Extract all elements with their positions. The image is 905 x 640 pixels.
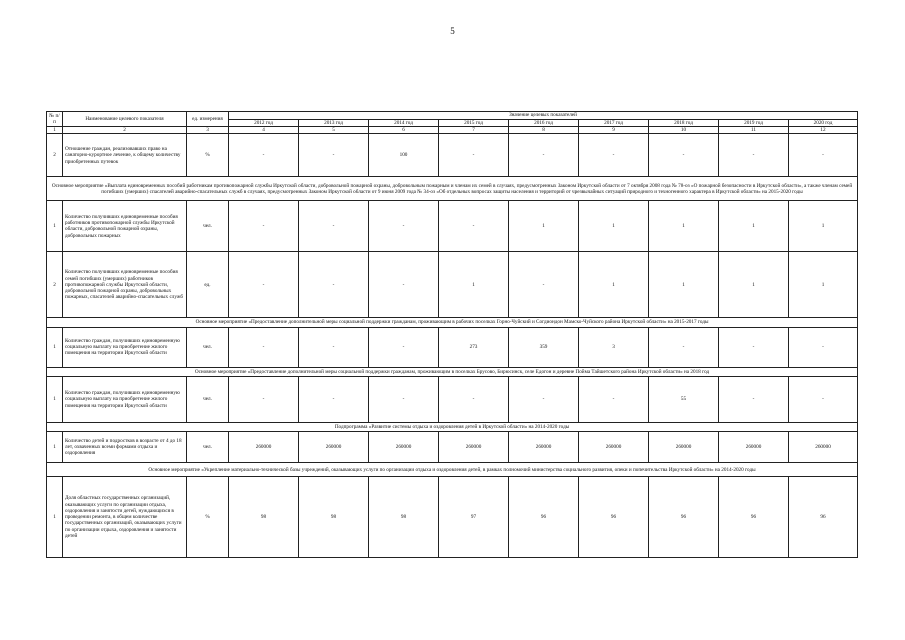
table-row [47,252,858,318]
indicator-value: 98 [369,477,439,558]
indicator-value: - [229,134,299,177]
indicator-value: - [719,376,789,422]
indicator-value: 100 [369,134,439,177]
column-index: 9 [579,127,649,134]
header-group-title: Значение целевых показателей [229,112,858,120]
section-row [47,318,858,327]
indicator-value: - [229,376,299,422]
indicator-value: - [509,376,579,422]
column-index: 12 [789,127,858,134]
indicator-value: 359 [509,327,579,367]
header-year: 2015 год [439,120,509,127]
indicators-body [47,112,858,558]
indicator-value: - [299,201,369,252]
indicator-value: - [649,134,719,177]
indicator-value: - [369,327,439,367]
column-index: 2 [63,127,187,134]
indicator-value: 260000 [509,432,579,463]
indicator-value: 260000 [229,432,299,463]
row-number: 1 [47,376,63,422]
indicator-value: - [509,252,579,318]
column-index: 5 [299,127,369,134]
header-year: 2016 год [509,120,579,127]
section-row [47,177,858,201]
section-title: Основное мероприятие «Выплата единовременных пособий работникам противопожарной службы Иркутской области, добровольной пожарной охраны, добровольным пожарным и членам их семей в случаях, предусмотренных Законом Иркутской области от 7 октября 2008 года № 78-оз «О пожарной безопасности в Иркутской области», а также членам семей погибших (умерших) спасателей аварийно-спасательных служб в случаях, предусмотренных Законом Иркутской области от 9 июня 2009 года № 34-оз «Об отдельных вопросах защиты населения и территорий от чрезвычайных ситуаций природного и техногенного характера в Иркутской области» на 2015-2020 годы [47,177,858,201]
header-unit: ед. измерения [187,112,229,127]
unit-of-measure: % [187,477,229,558]
indicator-value: 1 [789,201,858,252]
indicator-value: 1 [509,201,579,252]
indicator-value: 98 [229,477,299,558]
indicator-value: 1 [789,252,858,318]
indicator-value: - [719,327,789,367]
header-year: 2019 год [719,120,789,127]
header-name: Наименование целевого показателя [63,112,187,127]
indicator-value: - [439,376,509,422]
indicator-value: - [299,134,369,177]
indicator-value: - [509,134,579,177]
section-title: Основное мероприятие «Укрепление материально-технической базы учреждений, оказывающих услуги по организации отдыха и оздоровления детей, в рамках полномочий министерства социального развития, опеки и попечительства Иркутской области» на 2014-2020 годы [47,463,858,477]
header-year: 2012 год [229,120,299,127]
indicator-value: - [649,327,719,367]
column-index: 11 [719,127,789,134]
unit-of-measure: чел. [187,201,229,252]
header-year: 2017 год [579,120,649,127]
indicator-value: 96 [649,477,719,558]
indicator-value: 1 [439,252,509,318]
indicator-name: Доля областных государственных организаций, оказывающих услуги по организации отдыха, оздоровления и занятости детей, нуждающихся в проведении ремонта, в общем количестве государственных организаций, оказывающих услуги по организации отдыха, оздоровления и занятости детей [63,477,187,558]
indicator-value: 96 [789,477,858,558]
indicator-value: 273 [439,327,509,367]
indicator-value: 1 [719,252,789,318]
indicator-value: - [229,327,299,367]
indicator-value: 260000 [719,432,789,463]
indicator-value: - [299,376,369,422]
indicator-value: - [369,201,439,252]
row-number: 1 [47,327,63,367]
table-row [47,327,858,367]
section-title: Основное мероприятие «Предоставление дополнительной меры социальной поддержки гражданам, проживающим в рабочих поселках Горно-Чуйский и Согдиондон Мамско-Чуйского района Иркутской области» на 2015-2017 годы [47,318,858,327]
indicator-value: - [229,252,299,318]
page-number: 5 [450,26,455,36]
indicator-value: - [299,327,369,367]
indicator-name: Количество детей и подростков в возрасте от 4 до 18 лет, охваченных всеми формами отдыха и оздоровления [63,432,187,463]
header-year: 2020 год [789,120,858,127]
table-row [47,477,858,558]
indicator-value: - [719,134,789,177]
column-index: 4 [229,127,299,134]
column-index: 8 [509,127,579,134]
indicator-name: Количество получивших единовременные пособия семей погибших (умерших) работников противопожарной службы Иркутской области, добровольной пожарной охраны, добровольных пожарных, спасателей аварийно-спасательных служб [63,252,187,318]
indicator-name: Количество граждан, получивших единовременную социальную выплату на приобретение жилого помещения на территории Иркутской области [63,327,187,367]
section-row [47,367,858,376]
indicator-value: - [299,252,369,318]
indicator-value: 55 [649,376,719,422]
table-row [47,134,858,177]
row-number: 1 [47,201,63,252]
column-index: 10 [649,127,719,134]
header-year: 2014 год [369,120,439,127]
indicator-value: 260000 [299,432,369,463]
indicator-value: 260000 [439,432,509,463]
indicator-value: 260000 [789,432,858,463]
table-row [47,201,858,252]
unit-of-measure: % [187,134,229,177]
indicators-table [46,111,858,558]
unit-of-measure: ед. [187,252,229,318]
unit-of-measure: чел. [187,327,229,367]
unit-of-measure: чел. [187,376,229,422]
section-title: Подпрограмма «Развитие системы отдыха и оздоровления детей в Иркутской области» на 2014-2020 годы [47,422,858,431]
column-index: 7 [439,127,509,134]
column-index: 6 [369,127,439,134]
table-row [47,432,858,463]
indicator-name: Количество граждан, получивших единовременную социальную выплату на приобретение жилого помещения на территории Иркутской области [63,376,187,422]
indicator-value: - [789,376,858,422]
column-index: 1 [47,127,63,134]
section-title: Основное мероприятие «Предоставление дополнительной меры социальной поддержки гражданам, проживающим в поселках Брусово, Бирюсинск, селе Едогон и деревне Пойма Тайшетского района Иркутской области» на 2018 год [47,367,858,376]
header-row [47,112,858,120]
indicator-name: Количество получивших единовременные пособия работников противопожарной службы Иркутской области, добровольной пожарной охраны, добровольных пожарных [63,201,187,252]
indicator-value: - [369,376,439,422]
indicator-value: 96 [579,477,649,558]
indicator-value: 1 [719,201,789,252]
indicator-value: 260000 [579,432,649,463]
row-number: 2 [47,252,63,318]
row-number: 2 [47,134,63,177]
indicator-value: 260000 [649,432,719,463]
indicator-value: - [229,201,299,252]
indicator-value: - [369,252,439,318]
indicator-name: Отношение граждан, реализовавших право на санаторно-курортное лечение, к общему количеству приобретенных путевок [63,134,187,177]
indicator-value: - [439,134,509,177]
indicator-value: 260000 [369,432,439,463]
indicator-value: 1 [579,201,649,252]
header-year: 2013 год [299,120,369,127]
header-index-row [47,127,858,134]
indicator-value: 1 [649,252,719,318]
header-number: № п/п [47,112,63,127]
header-year: 2018 год [649,120,719,127]
indicator-value: 3 [579,327,649,367]
indicator-value: - [579,376,649,422]
indicator-value: 98 [299,477,369,558]
section-row [47,422,858,431]
indicator-value: - [579,134,649,177]
row-number: 1 [47,477,63,558]
row-number: 1 [47,432,63,463]
indicator-value: - [439,201,509,252]
indicator-value: 97 [439,477,509,558]
indicator-value: - [789,327,858,367]
indicator-value: 1 [579,252,649,318]
unit-of-measure: чел. [187,432,229,463]
column-index: 3 [187,127,229,134]
indicator-value: 96 [719,477,789,558]
indicator-value: - [789,134,858,177]
section-row [47,463,858,477]
indicator-value: 1 [649,201,719,252]
indicator-value: 96 [509,477,579,558]
table-row [47,376,858,422]
